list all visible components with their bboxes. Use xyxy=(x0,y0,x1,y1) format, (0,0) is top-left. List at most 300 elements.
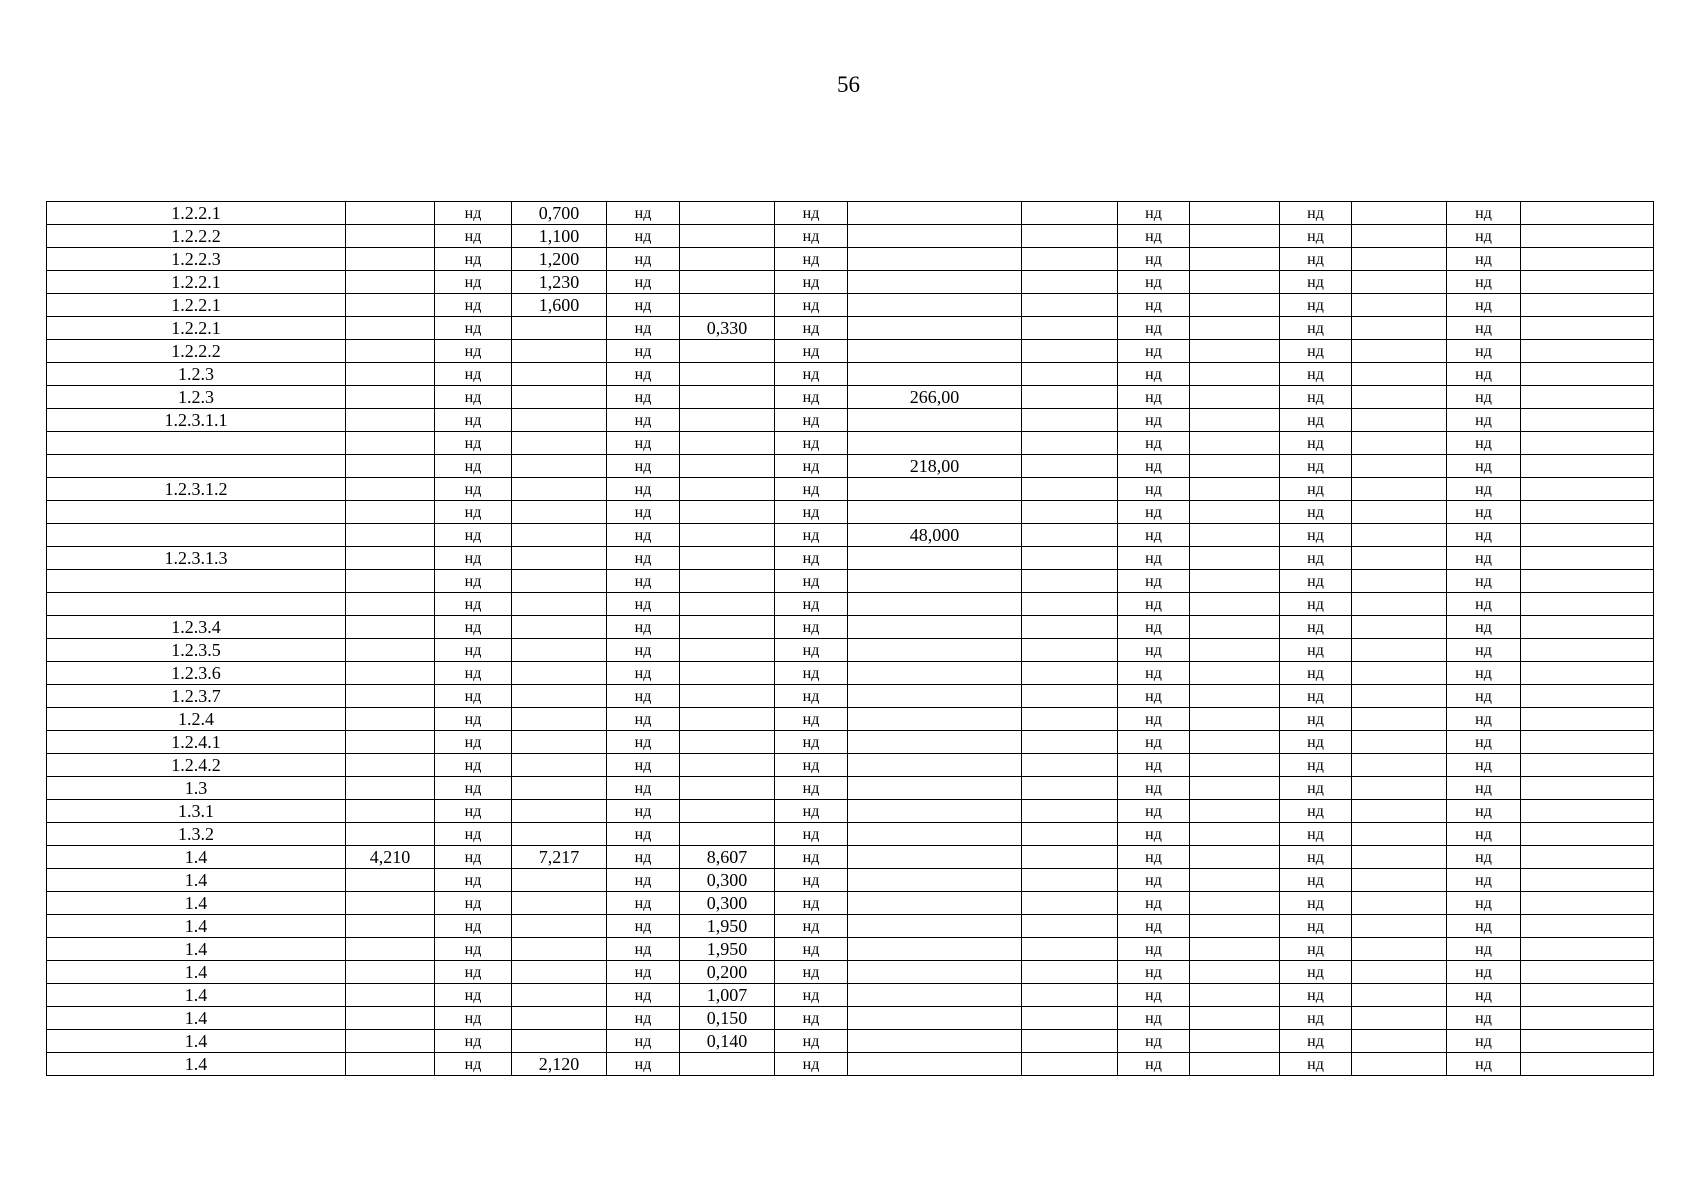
table-cell: нд xyxy=(1280,248,1352,271)
table-cell: нд xyxy=(775,1053,848,1076)
table-cell xyxy=(512,892,607,915)
table-row xyxy=(47,823,1654,846)
table-cell xyxy=(512,731,607,754)
table-row xyxy=(47,915,1654,938)
table-cell xyxy=(512,340,607,363)
table-cell xyxy=(1521,616,1654,639)
table-cell xyxy=(1022,524,1118,547)
table-cell xyxy=(1190,869,1280,892)
table-cell xyxy=(848,225,1022,248)
table-cell: нд xyxy=(435,685,512,708)
table-cell xyxy=(1521,409,1654,432)
table-cell: нд xyxy=(775,570,848,593)
table-cell: нд xyxy=(1280,731,1352,754)
table-cell: нд xyxy=(1118,478,1190,501)
table-row xyxy=(47,662,1654,685)
table-cell: нд xyxy=(1447,386,1521,409)
table-cell: нд xyxy=(1118,202,1190,225)
table-cell xyxy=(1352,248,1447,271)
table-cell: нд xyxy=(435,616,512,639)
table-cell xyxy=(1521,1053,1654,1076)
table-cell: нд xyxy=(775,800,848,823)
table-cell xyxy=(1022,547,1118,570)
table-cell: нд xyxy=(1447,1007,1521,1030)
table-cell xyxy=(1352,869,1447,892)
table-row xyxy=(47,800,1654,823)
table-cell xyxy=(1190,593,1280,616)
table-cell xyxy=(346,800,435,823)
table-cell xyxy=(1352,777,1447,800)
table-cell: нд xyxy=(1118,869,1190,892)
table-cell: нд xyxy=(1447,869,1521,892)
table-cell xyxy=(680,501,775,524)
table-cell: нд xyxy=(607,455,680,478)
table-cell: нд xyxy=(435,984,512,1007)
table-cell xyxy=(1190,685,1280,708)
table-cell: нд xyxy=(1280,202,1352,225)
table-cell xyxy=(1190,294,1280,317)
table-cell: нд xyxy=(1280,294,1352,317)
data-table xyxy=(46,201,1654,1076)
table-cell: нд xyxy=(607,547,680,570)
table-cell xyxy=(848,915,1022,938)
table-row xyxy=(47,1053,1654,1076)
table-cell xyxy=(1521,823,1654,846)
table-cell: нд xyxy=(1118,777,1190,800)
table-cell: нд xyxy=(607,1030,680,1053)
table-cell: 218,00 xyxy=(848,455,1022,478)
table-cell xyxy=(1521,984,1654,1007)
table-cell: нд xyxy=(775,708,848,731)
table-row xyxy=(47,961,1654,984)
table-cell xyxy=(848,271,1022,294)
table-cell: нд xyxy=(775,340,848,363)
table-cell xyxy=(512,869,607,892)
table-cell: нд xyxy=(607,386,680,409)
table-cell: нд xyxy=(1280,478,1352,501)
table-cell: 1.4 xyxy=(47,961,346,984)
table-cell xyxy=(680,524,775,547)
table-cell: нд xyxy=(1118,570,1190,593)
table-cell: нд xyxy=(1118,731,1190,754)
table-cell xyxy=(512,524,607,547)
table-cell: нд xyxy=(435,593,512,616)
table-row xyxy=(47,639,1654,662)
table-cell xyxy=(1521,478,1654,501)
table-row xyxy=(47,317,1654,340)
table-cell: 0,200 xyxy=(680,961,775,984)
table-cell xyxy=(1352,524,1447,547)
table-cell xyxy=(848,593,1022,616)
table-cell xyxy=(346,984,435,1007)
table-cell: 1.2.4.2 xyxy=(47,754,346,777)
table-cell: нд xyxy=(1118,386,1190,409)
table-cell xyxy=(1022,409,1118,432)
table-cell: нд xyxy=(1447,915,1521,938)
table-cell: нд xyxy=(435,938,512,961)
table-cell xyxy=(1521,639,1654,662)
table-cell xyxy=(1521,915,1654,938)
table-cell xyxy=(1022,708,1118,731)
table-cell xyxy=(848,363,1022,386)
table-cell: нд xyxy=(607,593,680,616)
table-cell: 1.2.3.6 xyxy=(47,662,346,685)
table-cell xyxy=(512,800,607,823)
table-cell xyxy=(1521,1030,1654,1053)
table-row xyxy=(47,685,1654,708)
table-cell xyxy=(512,754,607,777)
table-cell: нд xyxy=(1447,363,1521,386)
table-cell: нд xyxy=(775,823,848,846)
table-cell: нд xyxy=(435,432,512,455)
table-cell: нд xyxy=(1447,984,1521,1007)
table-cell: нд xyxy=(1447,938,1521,961)
table-cell xyxy=(1190,984,1280,1007)
table-cell xyxy=(1521,363,1654,386)
table-cell: нд xyxy=(1447,317,1521,340)
table-cell: 0,330 xyxy=(680,317,775,340)
table-cell xyxy=(346,570,435,593)
table-cell xyxy=(1190,938,1280,961)
table-cell: нд xyxy=(1447,1030,1521,1053)
table-cell xyxy=(1352,478,1447,501)
table-cell: нд xyxy=(607,869,680,892)
table-cell xyxy=(512,363,607,386)
table-cell: нд xyxy=(775,455,848,478)
table-cell xyxy=(1352,409,1447,432)
table-cell: нд xyxy=(1118,1007,1190,1030)
table-cell xyxy=(1190,961,1280,984)
table-cell xyxy=(1022,317,1118,340)
table-cell: 1.3.1 xyxy=(47,800,346,823)
table-cell: нд xyxy=(1280,455,1352,478)
table-cell xyxy=(848,1053,1022,1076)
table-cell: нд xyxy=(607,685,680,708)
table-cell: нд xyxy=(607,938,680,961)
table-row xyxy=(47,754,1654,777)
table-cell xyxy=(848,248,1022,271)
table-cell xyxy=(47,593,346,616)
table-cell: нд xyxy=(1118,662,1190,685)
page-number: 56 xyxy=(837,72,860,97)
table-cell: нд xyxy=(775,777,848,800)
table-cell: нд xyxy=(1447,731,1521,754)
table-cell: нд xyxy=(1447,409,1521,432)
table-cell xyxy=(1022,777,1118,800)
table-cell xyxy=(1022,1030,1118,1053)
table-cell xyxy=(1190,271,1280,294)
table-cell xyxy=(1190,662,1280,685)
table-cell: нд xyxy=(775,248,848,271)
table-row xyxy=(47,409,1654,432)
table-cell: нд xyxy=(607,731,680,754)
table-cell xyxy=(848,708,1022,731)
table-cell xyxy=(1022,938,1118,961)
table-cell xyxy=(346,340,435,363)
table-cell: нд xyxy=(435,248,512,271)
table-cell: 1.2.3.1.2 xyxy=(47,478,346,501)
table-cell: нд xyxy=(775,225,848,248)
table-cell xyxy=(1521,938,1654,961)
table-cell: нд xyxy=(775,984,848,1007)
table-cell xyxy=(1352,800,1447,823)
table-cell: нд xyxy=(1447,524,1521,547)
table-cell xyxy=(346,1053,435,1076)
table-cell: нд xyxy=(775,685,848,708)
table-cell xyxy=(1352,1007,1447,1030)
table-cell xyxy=(848,639,1022,662)
table-row xyxy=(47,984,1654,1007)
table-cell xyxy=(1521,892,1654,915)
table-cell xyxy=(680,363,775,386)
table-cell: нд xyxy=(1447,570,1521,593)
table-cell: 1.2.2.3 xyxy=(47,248,346,271)
table-cell: нд xyxy=(1447,846,1521,869)
table-cell xyxy=(346,271,435,294)
table-cell: нд xyxy=(1280,662,1352,685)
table-cell: нд xyxy=(1118,501,1190,524)
table-cell xyxy=(680,1053,775,1076)
table-cell: нд xyxy=(607,800,680,823)
table-cell xyxy=(680,593,775,616)
table-cell: нд xyxy=(1118,432,1190,455)
table-cell xyxy=(1190,501,1280,524)
table-cell xyxy=(1352,1030,1447,1053)
table-cell xyxy=(848,1030,1022,1053)
table-cell: нд xyxy=(435,1030,512,1053)
table-cell: 1.4 xyxy=(47,984,346,1007)
table-cell: нд xyxy=(1280,1053,1352,1076)
table-cell xyxy=(1521,386,1654,409)
table-row xyxy=(47,570,1654,593)
table-cell: нд xyxy=(435,846,512,869)
table-cell xyxy=(1521,248,1654,271)
table-cell xyxy=(1190,478,1280,501)
table-cell xyxy=(680,202,775,225)
table-cell xyxy=(848,846,1022,869)
table-cell xyxy=(1521,662,1654,685)
table-cell: нд xyxy=(1447,432,1521,455)
table-cell xyxy=(848,685,1022,708)
table-cell: нд xyxy=(607,961,680,984)
table-cell xyxy=(848,616,1022,639)
table-cell: 1,600 xyxy=(512,294,607,317)
table-cell xyxy=(512,501,607,524)
table-cell: 1.3 xyxy=(47,777,346,800)
table-row xyxy=(47,432,1654,455)
table-cell xyxy=(1352,455,1447,478)
table-cell: нд xyxy=(1447,961,1521,984)
table-cell xyxy=(512,938,607,961)
table-cell: нд xyxy=(435,340,512,363)
table-cell xyxy=(848,501,1022,524)
table-row xyxy=(47,731,1654,754)
table-cell xyxy=(1352,984,1447,1007)
table-cell xyxy=(346,593,435,616)
table-cell xyxy=(512,915,607,938)
table-cell xyxy=(512,409,607,432)
table-cell: 7,217 xyxy=(512,846,607,869)
table-cell xyxy=(1022,823,1118,846)
table-cell: нд xyxy=(435,915,512,938)
table-cell xyxy=(848,869,1022,892)
table-cell: нд xyxy=(435,409,512,432)
table-cell: нд xyxy=(1118,317,1190,340)
table-cell xyxy=(1352,662,1447,685)
table-row xyxy=(47,248,1654,271)
table-cell xyxy=(848,340,1022,363)
table-cell xyxy=(1022,593,1118,616)
table-cell: нд xyxy=(435,662,512,685)
table-cell xyxy=(680,248,775,271)
table-cell xyxy=(1521,685,1654,708)
table-cell xyxy=(680,386,775,409)
table-cell xyxy=(1521,961,1654,984)
table-cell xyxy=(1521,869,1654,892)
table-cell: 1,950 xyxy=(680,915,775,938)
table-row xyxy=(47,892,1654,915)
table-cell xyxy=(1521,593,1654,616)
table-cell: нд xyxy=(435,754,512,777)
table-cell xyxy=(848,984,1022,1007)
table-cell: нд xyxy=(775,271,848,294)
table-cell: нд xyxy=(1280,616,1352,639)
table-cell xyxy=(1022,616,1118,639)
table-cell: 1.4 xyxy=(47,846,346,869)
table-row xyxy=(47,225,1654,248)
table-cell xyxy=(1190,800,1280,823)
table-cell xyxy=(848,317,1022,340)
table-cell xyxy=(1190,570,1280,593)
table-row xyxy=(47,524,1654,547)
table-cell xyxy=(1190,1007,1280,1030)
table-cell: нд xyxy=(1280,984,1352,1007)
table-cell: нд xyxy=(435,202,512,225)
table-cell: нд xyxy=(1447,800,1521,823)
table-cell xyxy=(1190,547,1280,570)
table-cell: нд xyxy=(1280,524,1352,547)
table-cell xyxy=(1352,547,1447,570)
table-cell xyxy=(680,271,775,294)
table-cell xyxy=(1521,1007,1654,1030)
table-cell: нд xyxy=(607,984,680,1007)
table-cell: 1.2.3 xyxy=(47,363,346,386)
table-cell: 1.2.2.1 xyxy=(47,317,346,340)
table-cell xyxy=(1190,248,1280,271)
table-cell xyxy=(346,685,435,708)
table-cell: нд xyxy=(1280,754,1352,777)
table-cell xyxy=(1190,386,1280,409)
table-cell: 1.2.2.2 xyxy=(47,340,346,363)
table-cell xyxy=(1190,892,1280,915)
table-cell xyxy=(1022,892,1118,915)
table-cell: нд xyxy=(607,340,680,363)
table-cell xyxy=(346,547,435,570)
table-cell: нд xyxy=(1280,547,1352,570)
table-cell: нд xyxy=(435,869,512,892)
table-cell: нд xyxy=(1118,685,1190,708)
table-cell: нд xyxy=(1280,317,1352,340)
table-cell xyxy=(848,938,1022,961)
table-cell: нд xyxy=(607,616,680,639)
table-row xyxy=(47,593,1654,616)
table-cell xyxy=(1190,846,1280,869)
table-cell xyxy=(848,1007,1022,1030)
table-cell: 0,150 xyxy=(680,1007,775,1030)
table-cell: нд xyxy=(1118,938,1190,961)
table-cell: нд xyxy=(435,892,512,915)
table-cell: нд xyxy=(1118,524,1190,547)
table-cell: 1.4 xyxy=(47,915,346,938)
table-cell xyxy=(512,570,607,593)
table-cell: 1.2.3.1.1 xyxy=(47,409,346,432)
table-cell: нд xyxy=(607,524,680,547)
table-cell: нд xyxy=(1280,340,1352,363)
table-cell xyxy=(47,501,346,524)
table-row xyxy=(47,294,1654,317)
table-cell xyxy=(680,340,775,363)
table-cell: нд xyxy=(435,777,512,800)
table-cell: нд xyxy=(435,800,512,823)
table-cell xyxy=(47,524,346,547)
table-cell xyxy=(512,547,607,570)
table-cell: нд xyxy=(1118,639,1190,662)
table-cell: 1.2.3 xyxy=(47,386,346,409)
table-cell xyxy=(1190,1030,1280,1053)
table-cell: нд xyxy=(607,639,680,662)
table-cell: нд xyxy=(775,754,848,777)
table-cell: 1.4 xyxy=(47,1030,346,1053)
table-cell xyxy=(1521,432,1654,455)
table-cell: нд xyxy=(1447,547,1521,570)
table-cell: 1.2.3.4 xyxy=(47,616,346,639)
table-cell xyxy=(346,248,435,271)
table-cell: нд xyxy=(775,1007,848,1030)
table-cell: нд xyxy=(435,547,512,570)
table-cell: нд xyxy=(775,1030,848,1053)
table-cell: нд xyxy=(775,294,848,317)
table-cell: нд xyxy=(435,961,512,984)
table-cell: нд xyxy=(1280,570,1352,593)
table-cell xyxy=(848,961,1022,984)
table-cell xyxy=(346,938,435,961)
table-cell xyxy=(680,409,775,432)
table-cell: нд xyxy=(1280,409,1352,432)
table-cell xyxy=(1352,202,1447,225)
table-cell: нд xyxy=(607,662,680,685)
table-cell xyxy=(680,616,775,639)
table-cell: нд xyxy=(435,271,512,294)
table-cell xyxy=(1352,639,1447,662)
table-cell xyxy=(1352,317,1447,340)
table-cell xyxy=(1190,1053,1280,1076)
table-cell xyxy=(680,478,775,501)
table-row xyxy=(47,1007,1654,1030)
table-cell xyxy=(1022,984,1118,1007)
table-cell xyxy=(680,777,775,800)
table-cell: нд xyxy=(435,317,512,340)
table-cell xyxy=(1352,294,1447,317)
table-cell xyxy=(1521,524,1654,547)
table-cell xyxy=(1190,639,1280,662)
table-cell xyxy=(1352,915,1447,938)
table-cell: нд xyxy=(775,639,848,662)
table-cell xyxy=(346,1030,435,1053)
table-cell: 1,100 xyxy=(512,225,607,248)
table-cell xyxy=(1521,846,1654,869)
table-cell xyxy=(1352,225,1447,248)
table-cell: нд xyxy=(1118,340,1190,363)
